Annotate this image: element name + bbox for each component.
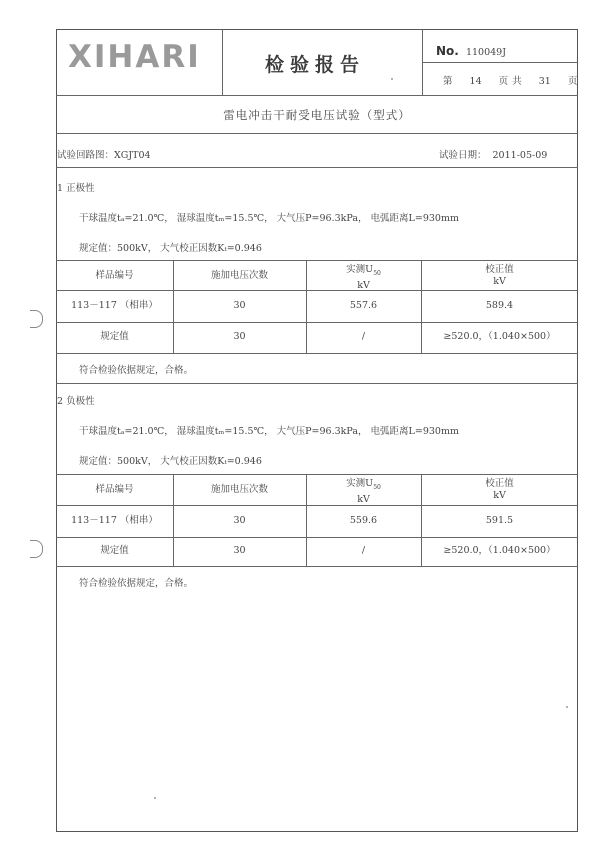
date-line bbox=[439, 147, 547, 161]
page-prefix: 第 bbox=[443, 76, 453, 87]
report-number-label: No. bbox=[436, 44, 459, 58]
report-title: 检验报告 bbox=[265, 54, 366, 76]
page-suffix: 页 bbox=[567, 76, 578, 87]
test-name: 雷电冲击干耐受电压试验（型式） bbox=[223, 108, 411, 122]
divider bbox=[56, 133, 578, 134]
header-count: 施加电压次数 bbox=[210, 484, 268, 495]
section-conditions: 干球温度tₐ=21.0℃， 湿球温度tₘ=15.5℃， 大气压P=96.3kPa， 电弧距离L=930mm bbox=[79, 426, 459, 437]
page-middle: 页共 bbox=[498, 76, 526, 87]
header-count: 施加电压次数 bbox=[210, 270, 268, 281]
paper-speck bbox=[566, 706, 568, 708]
report-number bbox=[436, 40, 506, 59]
punch-hole bbox=[30, 310, 43, 328]
page-total: 31 bbox=[538, 76, 551, 87]
header-measured: 实测$U_{50}$ kV bbox=[346, 478, 381, 505]
section-heading: 2 负极性 bbox=[57, 396, 95, 407]
paper-speck bbox=[154, 797, 156, 799]
date-value: 2011-05-09 bbox=[492, 150, 548, 161]
circuit-line bbox=[57, 147, 151, 161]
section-spec: 规定值：500kV， 大气校正因数Kₜ=0.946 bbox=[79, 456, 262, 467]
header-measured: 实测$U_{50}$ kV bbox=[346, 264, 381, 291]
circuit-label: 试验回路图： bbox=[57, 150, 115, 161]
page-indicator bbox=[443, 73, 577, 87]
paper-speck bbox=[391, 78, 393, 80]
section-conditions: 干球温度tₐ=21.0℃， 湿球温度tₘ=15.5℃， 大气压P=96.3kPa， 电弧距离L=930mm bbox=[79, 213, 459, 224]
date-label: 试验日期： bbox=[439, 150, 487, 161]
header-divider bbox=[222, 29, 223, 95]
punch-hole bbox=[30, 540, 43, 558]
page-current: 14 bbox=[469, 76, 482, 87]
header-sample-id: 样品编号 bbox=[95, 484, 134, 495]
divider bbox=[56, 167, 578, 168]
section-heading: 1 正极性 bbox=[57, 183, 95, 194]
report-number-value: 110049J bbox=[465, 47, 507, 58]
header-corrected: 校正值 kV bbox=[485, 478, 514, 501]
section-conclusion: 符合检验依据规定，合格。 bbox=[79, 578, 194, 589]
circuit-value: XGJT04 bbox=[114, 150, 151, 161]
section-spec: 规定值：500kV， 大气校正因数Kₜ=0.946 bbox=[79, 243, 262, 254]
header-sample-id: 样品编号 bbox=[95, 270, 134, 281]
header-corrected: 校正值 kV bbox=[485, 264, 514, 287]
header-divider bbox=[422, 62, 578, 63]
section-conclusion: 符合检验依据规定，合格。 bbox=[79, 365, 194, 376]
header-bottom-line bbox=[56, 95, 578, 96]
company-logo: XIHARI bbox=[68, 39, 201, 75]
divider bbox=[56, 383, 578, 384]
